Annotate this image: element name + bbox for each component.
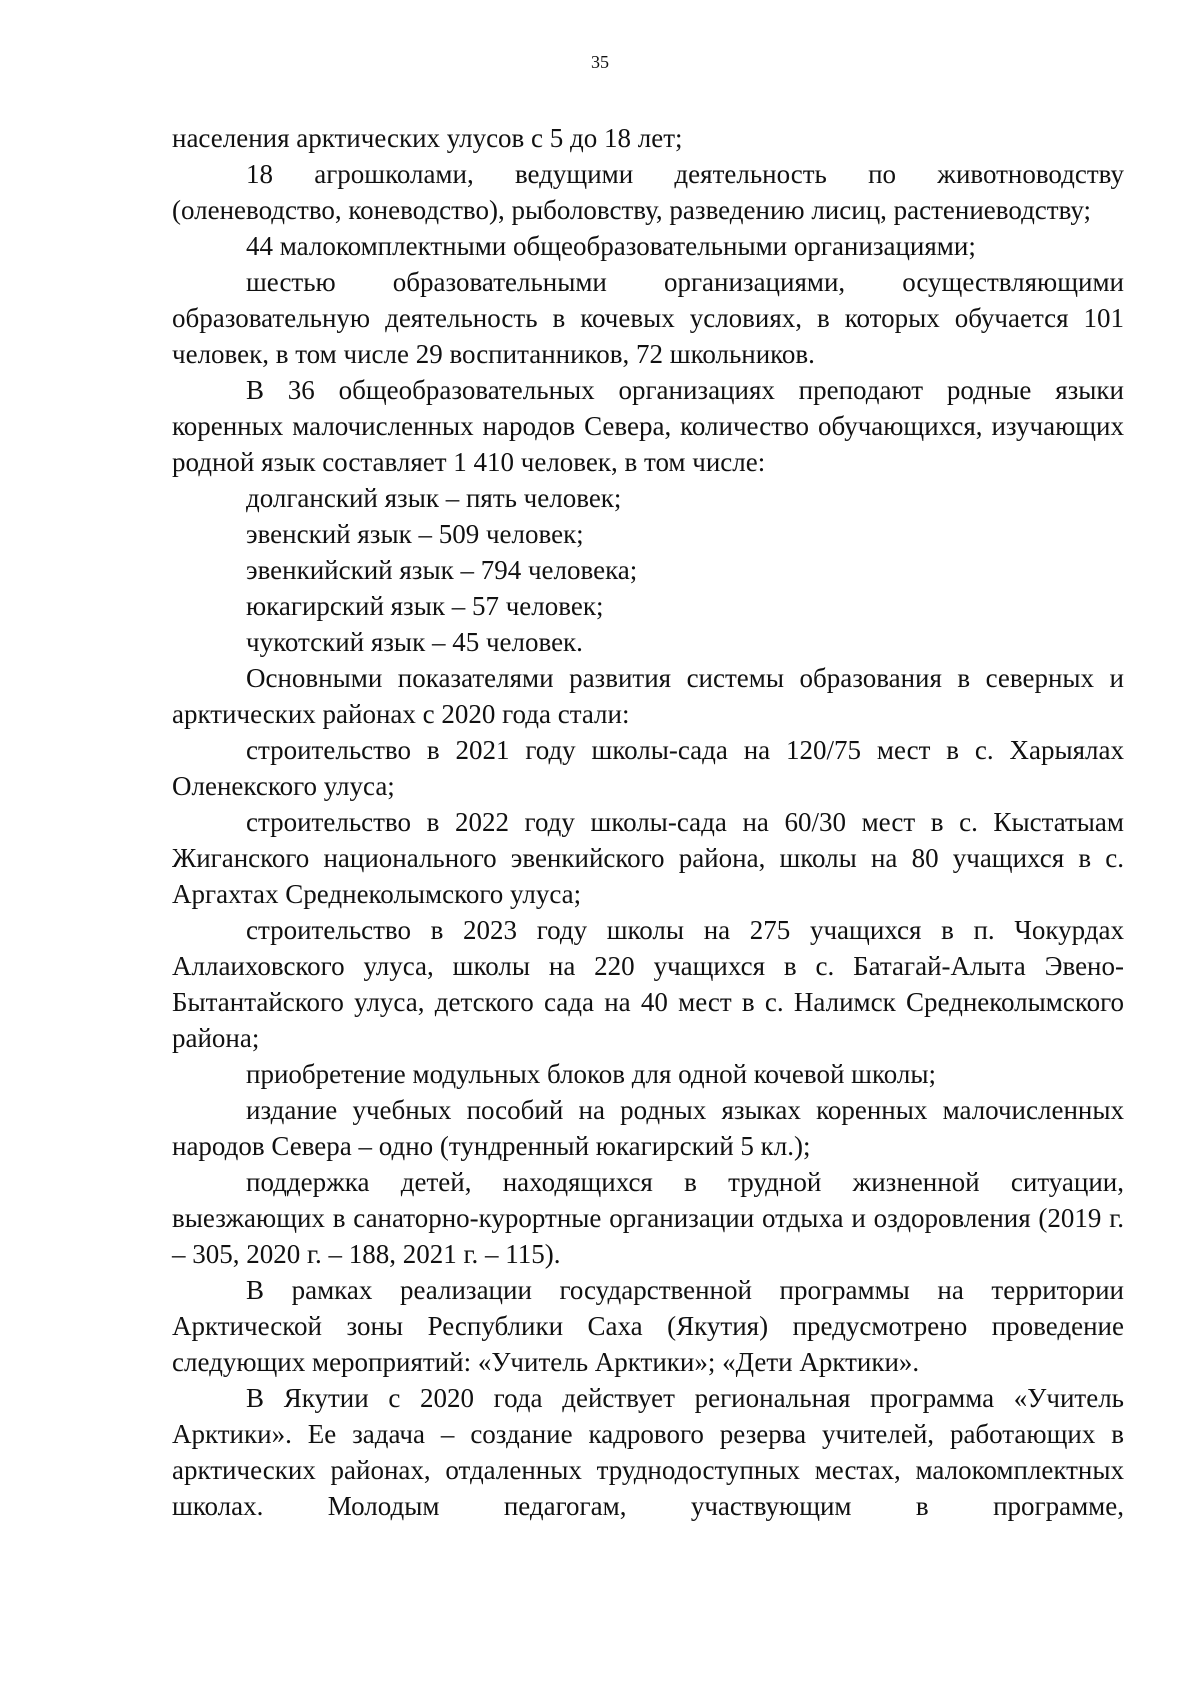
- paragraph-indicators: Основными показателями развития системы образования в северных и арктических районах с 2020 года стали:: [172, 663, 1124, 729]
- paragraph-1: населения арктических улусов с 5 до 18 лет;: [172, 123, 683, 153]
- page-number: 35: [591, 52, 609, 72]
- list-item-dolgan: долганский язык – пять человек;: [246, 483, 622, 513]
- paragraph-textbooks: издание учебных пособий на родных языках коренных малочисленных народов Севера – одно (тундренный юкагирский 5 кл.);: [172, 1095, 1124, 1161]
- paragraph-4: шестью образовательными организациями, осуществляющими образовательную деятельность в кочевых условиях, в которых обучается 101 человек, в том числе 29 воспитанников, 72 школьников.: [172, 267, 1124, 369]
- document-body: [172, 120, 1124, 1524]
- list-item-yukagir: юкагирский язык – 57 человек;: [246, 591, 604, 621]
- paragraph-2021: строительство в 2021 году школы-сада на 120/75 мест в с. Харыялах Оленекского улуса;: [172, 735, 1124, 801]
- paragraph-program: В рамках реализации государственной программы на территории Арктической зоны Республики Саха (Якутия) предусмотрено проведение следующих мероприятий: «Учитель Арктики»; «Дети Арктики».: [172, 1275, 1124, 1377]
- list-item-chukchi: чукотский язык – 45 человек.: [246, 627, 583, 657]
- paragraph-5: В 36 общеобразовательных организациях преподают родные языки коренных малочисленных народов Севера, количество обучающихся, изучающих родной язык составляет 1 410 человек, в том числе:: [172, 375, 1124, 477]
- paragraph-2: 18 агрошколами, ведущими деятельность по животноводству (оленеводство, коневодство), рыболовству, разведению лисиц, растениеводству;: [172, 159, 1124, 225]
- list-item-even: эвенский язык – 509 человек;: [246, 519, 584, 549]
- paragraph-2023: строительство в 2023 году школы на 275 учащихся в п. Чокурдах Аллаиховского улуса, школы на 220 учащихся в с. Батагай-Алыта Эвено-Бытантайского улуса, детского сада на 40 мест в с. Налимск Среднеколымского района;: [172, 915, 1124, 1053]
- list-item-evenki: эвенкийский язык – 794 человека;: [246, 555, 638, 585]
- paragraph-support: поддержка детей, находящихся в трудной жизненной ситуации, выезжающих в санаторно-курортные организации отдыха и оздоровления (2019 г. – 305, 2020 г. – 188, 2021 г. – 115).: [172, 1167, 1124, 1269]
- paragraph-modules: приобретение модульных блоков для одной кочевой школы;: [246, 1059, 936, 1089]
- paragraph-3: 44 малокомплектными общеобразовательными организациями;: [246, 231, 976, 261]
- paragraph-teacher-arctic: В Якутии с 2020 года действует региональная программа «Учитель Арктики». Ее задача – создание кадрового резерва учителей, работающих в арктических районах, отдаленных труднодоступных местах, малокомплектных школах. Молодым педагогам, участвующим в программе,: [172, 1383, 1124, 1521]
- paragraph-2022: строительство в 2022 году школы-сада на 60/30 мест в с. Кыстатыам Жиганского национального эвенкийского района, школы на 80 учащихся в с. Аргахтах Среднеколымского улуса;: [172, 807, 1124, 909]
